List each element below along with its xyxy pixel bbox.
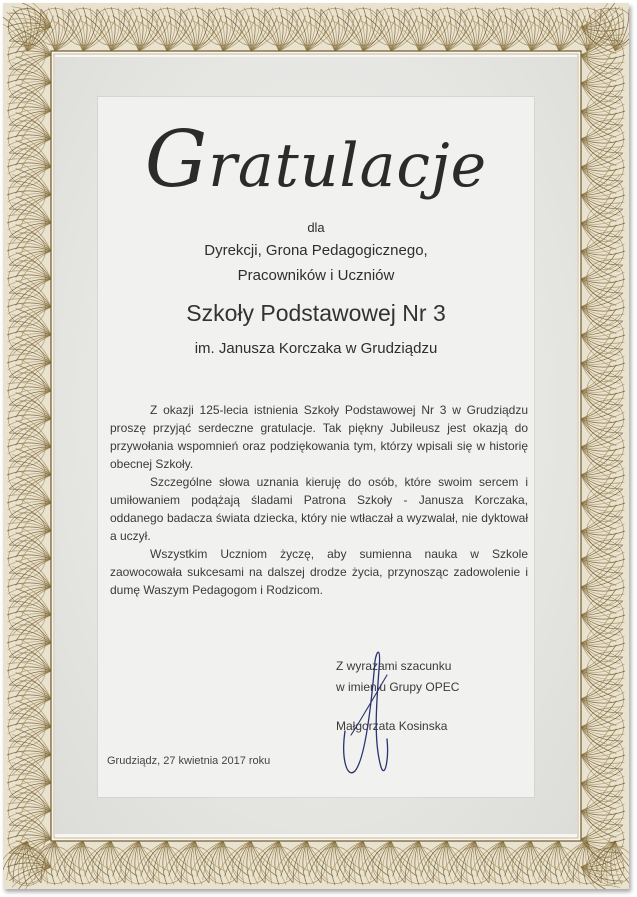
recipient-line-2: Pracowników i Uczniów — [237, 267, 395, 284]
title-initial: G — [144, 115, 209, 205]
school-name: Szkoły Podstawowej Nr 3 — [186, 300, 446, 326]
place-date: Grudziądz, 27 kwietnia 2017 roku — [107, 755, 271, 767]
paragraph: Wszystkim Uczniom życzę, aby sumienna nauka w Szkole zaowocowała sukcesami na dalszej drodze życia, przynosząc zadowolenie i dumę Waszym Pedagogom i Rodzicom. — [110, 547, 528, 597]
paragraph: Szczególne słowa uznania kieruję do osób, które swoim sercem i umiłowaniem podążają śladami Patrona Szkoły - Janusza Korczaka, oddanego badacza świata dziecka, który nie wtłaczał a wyzwalał, nie dyktował a uczył. — [110, 475, 528, 543]
recipient-line-1: Dyrekcji, Grona Pedagogicznego, — [204, 242, 428, 259]
certificate-title — [3, 115, 629, 205]
school-patron: im. Janusza Korczaka w Grudziądzu — [194, 340, 438, 357]
certificate-page — [3, 3, 629, 889]
closing-line-2: w imieniu Grupy OPEC — [336, 680, 460, 694]
title-rest: ratulacje — [208, 131, 488, 201]
for-label: dla — [307, 220, 325, 235]
handwritten-signature — [337, 639, 397, 789]
closing-line-1: Z wyrazami szacunku — [336, 659, 452, 673]
signatory-name: Małgorzata Kosinska — [336, 719, 448, 733]
congratulation-body — [110, 401, 528, 599]
paragraph: Z okazji 125-lecia istnienia Szkoły Podstawowej Nr 3 w Grudziądzu proszę przyjąć serdeczne gratulacje. Tak piękny Jubileusz jest okazją do przywołania wspomnień oraz podziękowania tym, którzy wpisali się w historię obecnej Szkoły. — [110, 403, 528, 471]
